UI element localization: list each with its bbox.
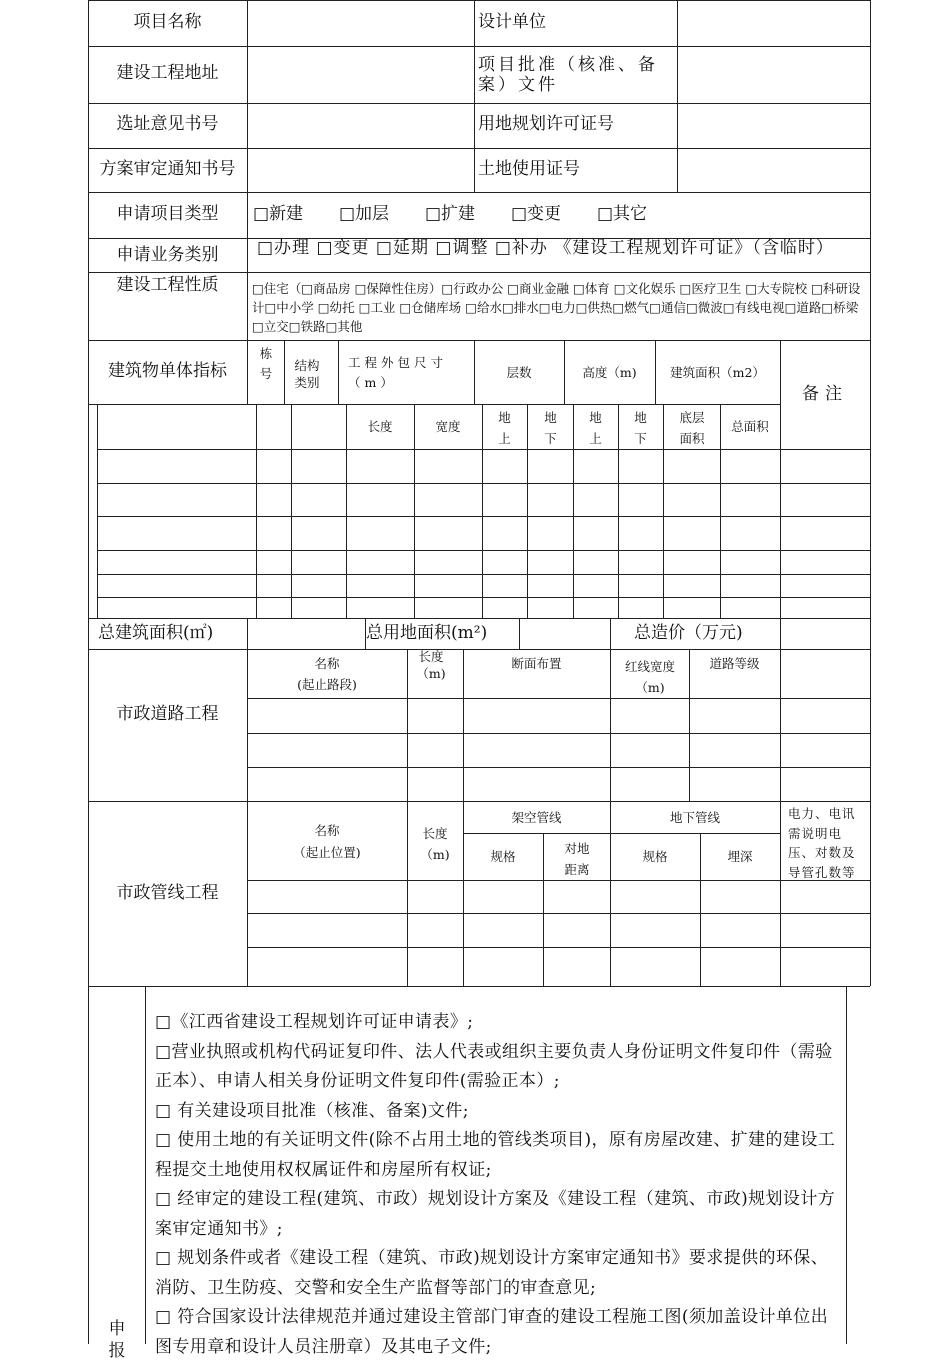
building-indicators-label: 建筑物单体指标 (108, 361, 227, 381)
col-building-area: 建筑面积（m2） (670, 365, 765, 380)
pipe-col-note: 电力、电讯需说明电压、对数及导管孔数等 (788, 806, 856, 880)
col-building-no: 栋号 (259, 346, 273, 381)
requirement-item[interactable]: □ 有关建设项目批准（核准、备案)文件; (155, 1100, 469, 1121)
road-section-label: 市政道路工程 (116, 704, 219, 724)
requirement-item[interactable]: □ 经审定的建设工程(建筑、市政）规划设计方案及《建设工程（建筑、市政)规划设计方案审定通知书》; (155, 1189, 836, 1239)
apply-type-label: 申请项目类型 (116, 204, 219, 224)
road-col-section: 断面布置 (511, 656, 562, 671)
pipe-col-name: 名称 (314, 823, 340, 838)
site-opinion-label: 选址意见书号 (116, 114, 219, 134)
requirements-list (155, 1008, 839, 1362)
col-outer-size: 工程外包尺寸（m） (348, 355, 448, 390)
col-structure: 结构类别 (294, 358, 320, 390)
project-nature-label: 建设工程性质 (116, 275, 219, 295)
road-col-name-sub: (起止路段) (297, 677, 357, 692)
road-col-grade: 道路等级 (709, 656, 760, 671)
requirements-side-label: 申报 (108, 1319, 126, 1361)
pipe-col-name-sub: （起止位置) (293, 845, 361, 860)
col-remark: 备注 (802, 384, 848, 404)
road-col-length: 长度（m) (416, 649, 446, 681)
apply-type-option[interactable]: □扩建 (425, 204, 476, 224)
project-name-label: 项目名称 (133, 12, 202, 32)
apply-type-option[interactable]: □加层 (339, 204, 390, 224)
pipe-col-underground: 地下管线 (669, 810, 720, 825)
land-permit-label: 用地规划许可证号 (478, 114, 614, 134)
pipe-col-spec-underground: 规格 (642, 849, 668, 864)
land-cert-label: 土地使用证号 (478, 159, 580, 179)
pipe-col-overhead: 架空管线 (511, 810, 562, 825)
sub-length: 长度 (367, 419, 393, 434)
total-land-area-label: 总用地面积(m²) (366, 623, 488, 643)
sub-height-below: 地下 (634, 410, 647, 446)
apply-type-option[interactable]: □新建 (253, 204, 304, 224)
pipe-col-length: 长度（m) (420, 826, 450, 862)
business-type-options[interactable]: □办理 □变更 □延期 □调整 □补办 《建设工程规划许可证》（含临时） (257, 238, 834, 258)
requirement-item[interactable]: □《江西省建设工程规划许可证申请表》; (155, 1012, 474, 1032)
sub-width: 宽度 (435, 419, 461, 434)
total-building-area-label: 总建筑面积(㎡) (98, 623, 214, 643)
pipe-section-label: 市政管线工程 (116, 883, 219, 903)
sub-floors-below: 地下 (544, 410, 557, 446)
requirement-item[interactable]: □ 规划条件或者《建设工程（建筑、市政)规划设计方案审定通知书》要求提供的环保、消防、卫生防疫、交警和安全生产监督等部门的审查意见; (155, 1248, 829, 1298)
requirement-item[interactable]: □营业执照或机构代码证复印件、法人代表或组织主要负责人身份证明文件复印件（需验正本）、申请人相关身份证明文件复印件(需验正本）; (155, 1041, 833, 1091)
address-label: 建设工程地址 (116, 63, 219, 83)
pipe-col-depth: 埋深 (727, 849, 753, 864)
scheme-notice-label: 方案审定通知书号 (99, 159, 236, 179)
road-col-name: 名称 (314, 656, 340, 671)
sub-total-area: 总面积 (731, 419, 769, 434)
pipe-col-ground-distance: 对地距离 (564, 841, 590, 877)
col-height: 高度（m) (582, 365, 637, 380)
sub-base-area: 底层面积 (679, 410, 705, 446)
total-cost-label: 总造价（万元) (634, 623, 743, 643)
apply-type-option[interactable]: □其它 (597, 204, 648, 224)
business-type-label: 申请业务类别 (116, 245, 219, 265)
sub-height-above: 地上 (589, 410, 602, 446)
sub-floors-above: 地上 (498, 410, 511, 446)
apply-type-option[interactable]: □变更 (511, 204, 562, 224)
project-nature-options[interactable]: □住宅（□商品房 □保障性住房）□行政办公 □商业金融 □体育 □文化娱乐 □医疗卫生 □大专院校 □科研设计□中小学 □幼托 □工业 □仓储库场 □给水□排水□电力□供热□燃气□通信□微波□有线电视□道路□桥梁□立交□铁路□其他 (252, 281, 861, 334)
pipe-col-spec-overhead: 规格 (490, 849, 516, 864)
road-col-redline: 红线宽度（m) (624, 659, 675, 695)
col-floors: 层数 (506, 365, 532, 380)
approval-file-label: 项目批准（核准、备案）文件 (478, 55, 658, 96)
requirement-item[interactable]: □ 使用土地的有关证明文件(除不占用土地的管线类项目)，原有房屋改建、扩建的建设工程提交土地使用权权属证件和房屋所有权证; (155, 1130, 836, 1180)
requirement-item[interactable]: □ 符合国家设计法律规范并通过建设主管部门审查的建设工程施工图(须加盖设计单位出图专用章和设计人员注册章）及其电子文件; (155, 1307, 829, 1357)
design-unit-label: 设计单位 (478, 12, 546, 32)
